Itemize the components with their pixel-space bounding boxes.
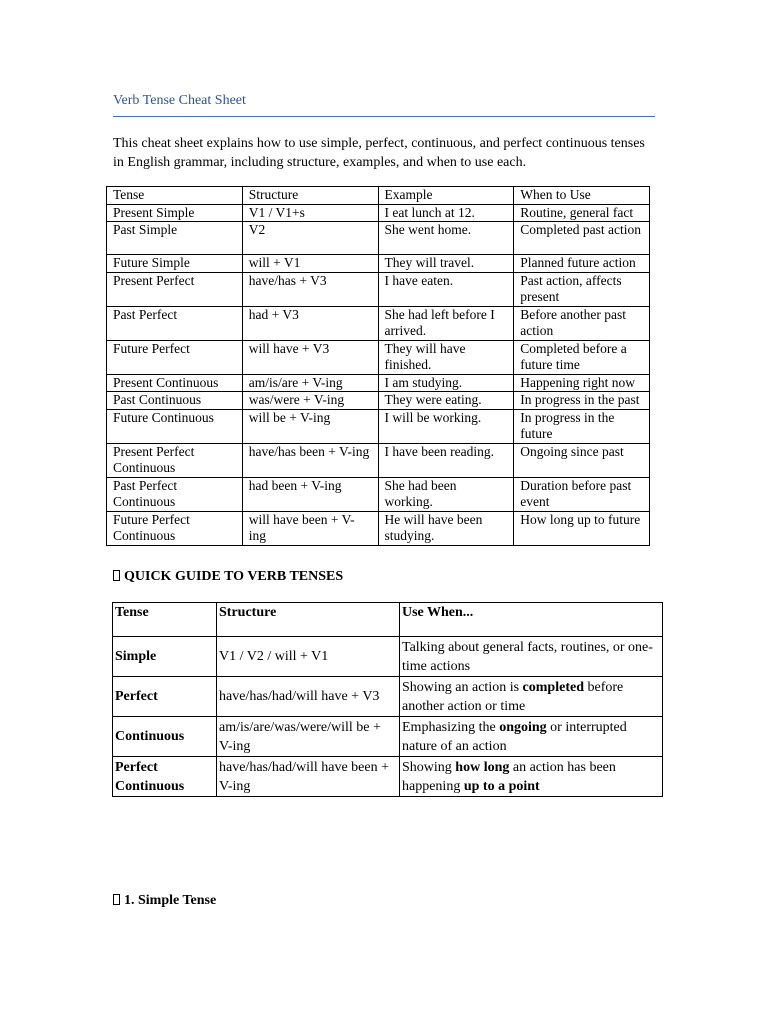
example-cell: I have been reading. — [378, 443, 514, 477]
tense-cell: Past Perfect Continuous — [107, 477, 243, 511]
tense-cell: Perfect — [113, 677, 217, 717]
tense-cell: Future Continuous — [107, 409, 243, 443]
usage-cell: Duration before past event — [514, 477, 650, 511]
use-when-text: Talking about general facts, routines, or one-time actions — [402, 639, 653, 674]
structure-cell: will have been + V-ing — [242, 511, 378, 545]
table-row — [113, 677, 663, 717]
use-when-text: Showing an action is — [402, 679, 523, 695]
usage-cell: Routine, general fact — [514, 204, 650, 222]
table-row — [107, 272, 650, 306]
intro-paragraph: This cheat sheet explains how to use simple, perfect, continuous, and perfect continuous tenses in English grammar, including structure, examples, and when to use each. — [113, 136, 645, 170]
example-cell: They were eating. — [378, 392, 514, 410]
usage-cell: Happening right now — [514, 374, 650, 392]
example-cell: They will travel. — [378, 255, 514, 273]
use-when-cell — [400, 757, 663, 797]
column-header: Tense — [113, 603, 217, 637]
missing-glyph-icon — [113, 894, 120, 905]
tense-cell: Present Simple — [107, 204, 243, 222]
use-when-cell — [400, 677, 663, 717]
use-when-cell — [400, 717, 663, 757]
tense-cell: Simple — [113, 637, 217, 677]
tense-cell: Perfect Continuous — [113, 757, 217, 797]
example-cell: She had left before I arrived. — [378, 306, 514, 340]
use-when-emphasis: ongoing — [499, 719, 547, 735]
column-header: Example — [378, 187, 514, 205]
usage-cell: How long up to future — [514, 511, 650, 545]
usage-cell: Completed past action — [514, 222, 650, 255]
table-row — [107, 204, 650, 222]
tense-cell: Future Perfect — [107, 340, 243, 374]
quick-guide-heading-text: QUICK GUIDE TO VERB TENSES — [124, 569, 344, 584]
use-when-text: Emphasizing the — [402, 719, 500, 735]
use-when-emphasis: completed — [522, 679, 584, 695]
structure-cell: was/were + V-ing — [242, 392, 378, 410]
tense-table — [106, 186, 650, 546]
tense-cell: Past Simple — [107, 222, 243, 255]
tense-cell: Future Simple — [107, 255, 243, 273]
table-row — [107, 306, 650, 340]
structure-cell: have/has/had/will have + V3 — [217, 677, 400, 717]
tense-cell: Future Perfect Continuous — [107, 511, 243, 545]
structure-cell: had been + V-ing — [242, 477, 378, 511]
tense-table-header-row — [107, 187, 650, 205]
example-cell: I will be working. — [378, 409, 514, 443]
table-row — [107, 374, 650, 392]
use-when-emphasis: how long — [455, 759, 510, 775]
example-cell: He will have been studying. — [378, 511, 514, 545]
tense-cell: Present Perfect — [107, 272, 243, 306]
quick-guide-table — [112, 602, 663, 797]
tense-cell: Present Perfect Continuous — [107, 443, 243, 477]
section-heading-text: 1. Simple Tense — [124, 893, 217, 908]
quick-guide-heading — [113, 568, 343, 586]
column-header: Structure — [242, 187, 378, 205]
table-row — [107, 409, 650, 443]
column-header: Use When... — [400, 603, 663, 637]
example-cell: I eat lunch at 12. — [378, 204, 514, 222]
structure-cell: will be + V-ing — [242, 409, 378, 443]
structure-cell: V2 — [242, 222, 378, 255]
structure-cell: am/is/are/was/were/will be + V-ing — [217, 717, 400, 757]
usage-cell: In progress in the future — [514, 409, 650, 443]
usage-cell: Before another past action — [514, 306, 650, 340]
table-row — [107, 222, 650, 255]
column-header: When to Use — [514, 187, 650, 205]
table-row — [107, 511, 650, 545]
usage-cell: Planned future action — [514, 255, 650, 273]
structure-cell: will + V1 — [242, 255, 378, 273]
table-row — [107, 392, 650, 410]
structure-cell: have/has been + V-ing — [242, 443, 378, 477]
missing-glyph-icon — [113, 570, 120, 581]
table-row — [113, 637, 663, 677]
usage-cell: Past action, affects present — [514, 272, 650, 306]
table-row — [113, 757, 663, 797]
structure-cell: am/is/are + V-ing — [242, 374, 378, 392]
table-row — [107, 477, 650, 511]
structure-cell: V1 / V1+s — [242, 204, 378, 222]
usage-cell: Completed before a future time — [514, 340, 650, 374]
example-cell: They will have finished. — [378, 340, 514, 374]
usage-cell: Ongoing since past — [514, 443, 650, 477]
tense-cell: Present Continuous — [107, 374, 243, 392]
structure-cell: have/has/had/will have been + V-ing — [217, 757, 400, 797]
structure-cell: have/has + V3 — [242, 272, 378, 306]
table-row — [107, 443, 650, 477]
structure-cell: will have + V3 — [242, 340, 378, 374]
quick-guide-header-row — [113, 603, 663, 637]
section-heading-simple-tense — [113, 892, 216, 910]
table-row — [107, 255, 650, 273]
table-row — [107, 340, 650, 374]
use-when-emphasis: up to a point — [463, 778, 540, 794]
column-header: Tense — [107, 187, 243, 205]
use-when-text: or interrupted nature of an action — [402, 719, 627, 754]
use-when-cell — [400, 637, 663, 677]
tense-cell: Continuous — [113, 717, 217, 757]
page-title: Verb Tense Cheat Sheet — [113, 92, 655, 117]
use-when-text: Showing — [402, 759, 456, 775]
usage-cell: In progress in the past — [514, 392, 650, 410]
table-row — [113, 717, 663, 757]
example-cell: She went home. — [378, 222, 514, 255]
example-cell: She had been working. — [378, 477, 514, 511]
use-when-text: an action has been happening — [402, 759, 616, 794]
structure-cell: had + V3 — [242, 306, 378, 340]
use-when-text: before another action or time — [402, 679, 624, 714]
tense-cell: Past Perfect — [107, 306, 243, 340]
structure-cell: V1 / V2 / will + V1 — [217, 637, 400, 677]
example-cell: I have eaten. — [378, 272, 514, 306]
column-header: Structure — [217, 603, 400, 637]
example-cell: I am studying. — [378, 374, 514, 392]
tense-cell: Past Continuous — [107, 392, 243, 410]
